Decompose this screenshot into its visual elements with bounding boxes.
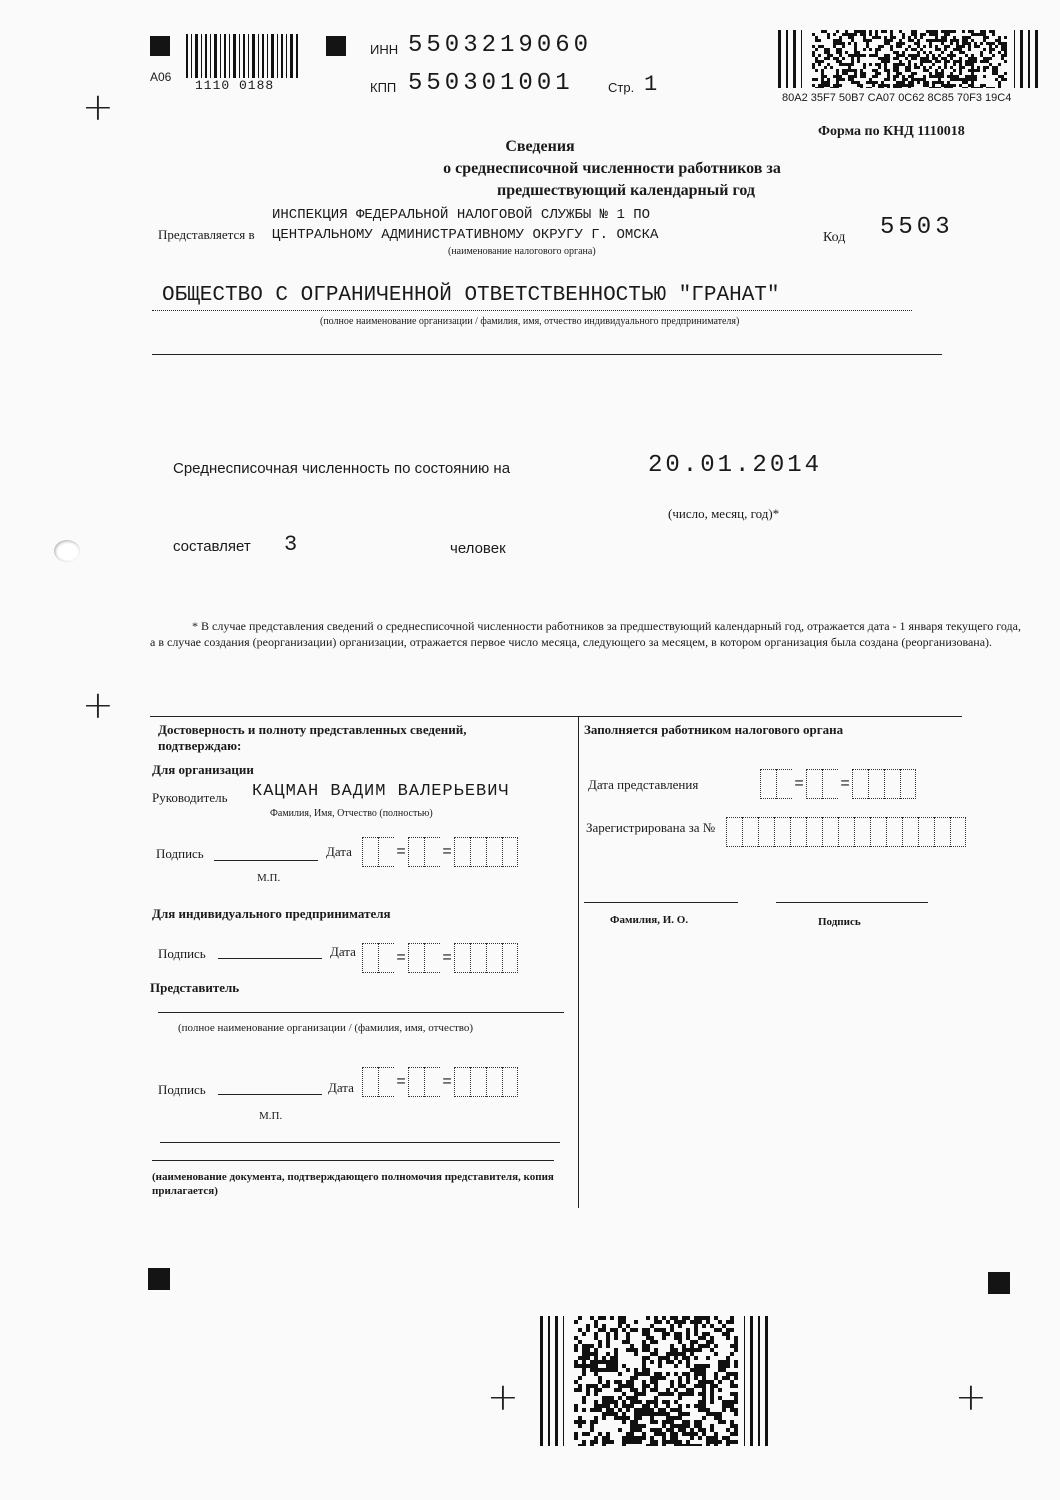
fio-label: Фамилия, И. О. [610,914,689,926]
date-label: Дата [330,944,356,959]
stamp-label: М.П. [259,1110,283,1122]
unit-label: человек [450,540,506,557]
rep-date-field[interactable]: = = [362,1066,518,1098]
submitted-date-field[interactable]: = = [760,768,916,800]
authority-prefix: Представляется в [158,227,255,242]
date-label: Дата [326,844,352,859]
head-label: Руководитель [152,790,228,805]
representative-line[interactable] [158,1012,564,1013]
organization-caption: (полное наименование организации / фамилия, имя, отчество индивидуального предпринимателя) [320,316,740,327]
signature-label: Подпись [156,846,204,861]
organization-name: ОБЩЕСТВО С ОГРАНИЧЕННОЙ ОТВЕТСТВЕННОСТЬЮ "ГРАНАТ" [162,284,780,307]
inn-value: 5503219060 [408,32,593,59]
signature-line[interactable] [776,902,928,903]
qr-code-bottom [540,1316,770,1446]
title-line1: Сведения [505,138,575,155]
authority-line1: ИНСПЕКЦИЯ ФЕДЕРАЛЬНОЙ НАЛОГОВОЙ СЛУЖБЫ № 1 ПО [272,207,651,223]
kpp-label: КПП [370,80,397,95]
code-line: 80A2 35F7 50B7 CA07 0C62 8C85 70F3 19C4 [782,92,1012,104]
page-value: 1 [644,72,658,97]
form-knd: Форма по КНД 1110018 [818,124,965,139]
kpp-value: 550301001 [408,70,574,97]
inn-label: ИНН [370,42,399,57]
document-line[interactable] [152,1160,554,1161]
fio-line[interactable] [584,902,738,903]
stamp-label: М.П. [257,872,281,884]
document-line[interactable] [160,1142,560,1143]
amount-label: составляет [173,538,251,555]
fio-caption: Фамилия, Имя, Отчество (полностью) [270,808,433,819]
divider [150,716,962,717]
headcount-date: 20.01.2014 [648,452,823,479]
a06-label: А06 [150,70,172,84]
signature-line[interactable] [218,958,322,959]
for-organization: Для организации [152,762,254,777]
code-value: 5503 [880,214,954,241]
representative-caption: (полное наименование организации / (фамилия, имя, отчество) [178,1022,474,1034]
tax-officer-title: Заполняется работником налогового органа [584,722,844,737]
title-line2: о среднесписочной численности работников за [443,160,781,177]
marker-square [326,36,346,56]
registration-number-field[interactable] [726,816,966,848]
date-caption: (число, месяц, год)* [668,506,780,521]
for-ip: Для индивидуального предпринимателя [152,906,391,921]
divider [578,716,579,1208]
org-date-field[interactable]: = = [362,836,518,868]
submitted-label: Дата представления [588,777,699,792]
marker-square [148,1268,170,1290]
crosshair-icon: + [82,683,114,727]
divider [152,310,912,311]
document-caption: (наименование документа, подтверждающего полномочия представителя, копия прилагается) [152,1171,554,1197]
signature-label: Подпись [818,916,861,928]
marker-square [988,1272,1010,1294]
signature-label: Подпись [158,946,206,961]
signature-label: Подпись [158,1082,206,1097]
marker-square [150,36,170,56]
ip-date-field[interactable]: = = [362,942,518,974]
authority-line2: ЦЕНТРАЛЬНОМУ АДМИНИСТРАТИВНОМУ ОКРУГУ Г. ОМСКА [272,227,659,243]
authority-caption: (наименование налогового органа) [448,246,596,257]
title-line3: предшествующий календарный год [497,182,755,199]
barcode-number: 1110 0188 [192,78,277,93]
representative-label: Представитель [150,980,240,995]
crosshair-icon: + [487,1375,519,1419]
head-name: КАЦМАН ВАДИМ ВАЛЕРЬЕВИЧ [252,782,510,801]
form-barcode [186,34,302,78]
crosshair-icon: + [82,85,114,129]
code-label: Код [823,230,846,245]
footnote: * В случае представления сведений о среднесписочной численности работников за предшествующий календарный год, отражается дата - 1 января текущего года, а в случае создания (реорганизации) организации, отражается первое число месяца, следующего за месяцем, в котором организация была создана (реорганизована). [150,619,1021,649]
amount-value: 3 [284,532,298,557]
headcount-label: Среднесписочная численность по состоянию на [173,460,511,477]
punch-hole [54,540,80,562]
page-label: Стр. [608,80,635,95]
confirm-text: Достоверность и полноту представленных сведений, подтверждаю: [158,722,467,753]
signature-line[interactable] [214,860,318,861]
date-label: Дата [328,1080,354,1095]
qr-code-top [778,30,1040,88]
crosshair-icon: + [955,1375,987,1419]
registered-label: Зарегистрирована за № [586,820,716,835]
signature-line[interactable] [218,1094,322,1095]
divider [152,354,942,355]
